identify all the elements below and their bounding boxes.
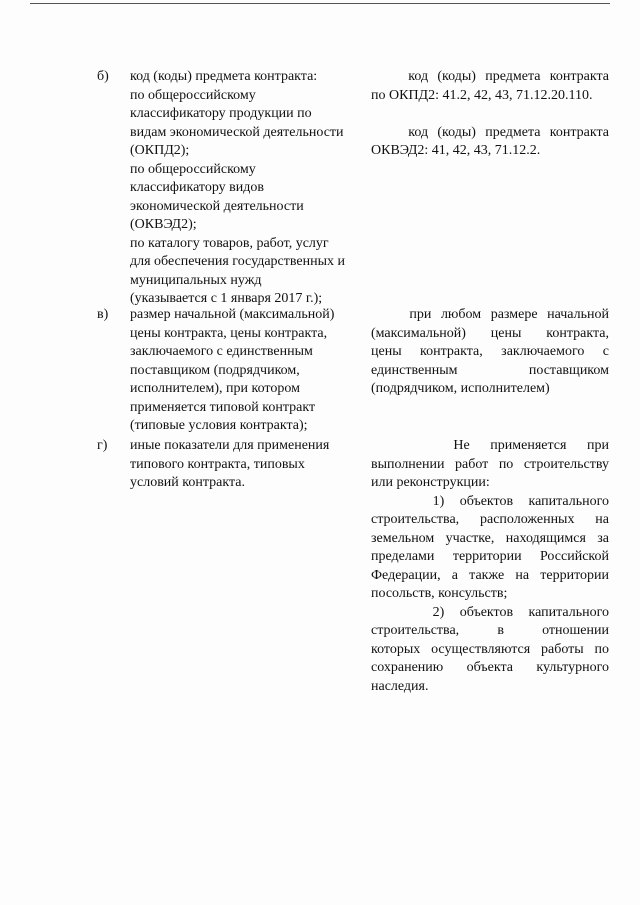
row-value <box>371 68 609 161</box>
label-line: иные показатели для применения <box>130 438 330 453</box>
value-line: 1) объектов капитального <box>371 493 609 509</box>
row-value <box>371 437 609 696</box>
row-marker: в) <box>97 307 109 322</box>
label-line: размер начальной (максимальной) <box>130 307 335 322</box>
value-line: по ОКПД2: 41.2, 42, 43, 71.12.20.110. <box>371 87 593 103</box>
label-line: (указывается с 1 января 2017 г.); <box>130 291 323 306</box>
value-line: строительства, расположенных на <box>371 512 609 527</box>
row-label <box>130 68 362 309</box>
top-rule <box>30 3 610 4</box>
row-marker: г) <box>97 438 108 453</box>
value-line: при любом размере начальной <box>371 307 609 322</box>
row-label <box>130 306 362 436</box>
label-line: исполнителем), при котором <box>130 381 300 396</box>
label-line: муниципальных нужд <box>130 272 262 288</box>
label-line: (типовые условия контракта); <box>130 418 308 433</box>
row-label <box>130 437 362 493</box>
value-line: (подрядчиком, исполнителем) <box>371 381 550 396</box>
label-line: заключаемого с единственным <box>130 344 313 359</box>
value-line: или реконструкции: <box>371 475 490 490</box>
value-gap <box>371 105 609 124</box>
label-line: (ОКПД2); <box>130 143 190 158</box>
value-line: наследия. <box>371 678 429 694</box>
label-line: поставщиком (подрядчиком, <box>130 362 300 378</box>
label-line: цены контракта, цены контракта, <box>130 325 328 341</box>
value-line: Федерации, а также на территории <box>371 567 609 583</box>
value-line: выполнении работ по строительству <box>371 456 609 472</box>
row-value <box>371 306 609 399</box>
label-line: применяется типовой контракт <box>130 399 316 415</box>
label-line: по общероссийскому <box>130 87 256 103</box>
value-line: цены контракта, заключаемого с <box>371 344 609 359</box>
label-line: (ОКВЭД2); <box>130 217 197 232</box>
label-line: экономической деятельности <box>130 198 304 214</box>
label-line: по каталогу товаров, работ, услуг <box>130 235 329 251</box>
value-line: пределами территории Российской <box>371 549 609 564</box>
value-line: земельном участке, находящимся за <box>371 530 609 546</box>
value-line: которых осуществляются работы по <box>371 641 609 657</box>
value-line: посольств, консульств; <box>371 586 508 601</box>
value-line: код (коды) предмета контракта <box>371 124 609 140</box>
value-line: 2) объектов капитального <box>371 604 609 620</box>
label-line: код (коды) предмета контракта: <box>130 69 318 84</box>
label-line: классификатору продукции по <box>130 106 312 121</box>
value-line: сохранению объекта культурного <box>371 660 609 675</box>
value-line: ОКВЭД2: 41, 42, 43, 71.12.2. <box>371 143 541 158</box>
value-line: (максимальной) цены контракта, <box>371 325 609 341</box>
label-line: для обеспечения государственных и <box>130 254 345 269</box>
value-line: строительства, в отношении <box>371 623 609 638</box>
label-line: условий контракта. <box>130 475 246 490</box>
row-marker: б) <box>97 69 109 84</box>
label-line: по общероссийскому <box>130 161 256 177</box>
label-line: типового контракта, типовых <box>130 456 305 472</box>
value-line: код (коды) предмета контракта <box>371 69 609 84</box>
value-line: единственным поставщиком <box>371 362 609 378</box>
value-line: Не применяется при <box>371 438 609 453</box>
label-line: классификатору видов <box>130 180 265 195</box>
label-line: видам экономической деятельности <box>130 124 344 140</box>
